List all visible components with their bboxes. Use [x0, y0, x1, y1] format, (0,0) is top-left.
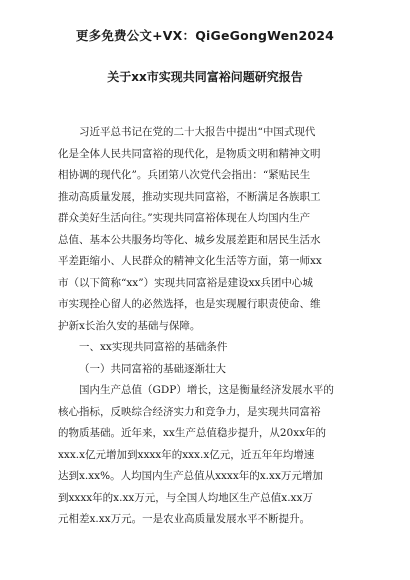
report-body — [58, 122, 354, 531]
paragraph-line: 平差距缩小、人民群众的精神文化生活等方面，第一师xx — [58, 255, 322, 267]
paragraph-line: 国内生产总值（GDP）增长，这是衡量经济发展水平的 — [79, 384, 334, 396]
subsection-heading: （一）共同富裕的基础逐渐壮大 — [79, 362, 226, 375]
paragraph-line: 相协调的现代化”。兵团第八次党代会指出：“紧贴民生 — [58, 169, 311, 181]
paragraph-line: 市实现拴心留人的必然选择，也是实现履行职责使命、维 — [58, 298, 321, 310]
paragraph-line: xxx.x亿元增加到xxxx年的xxx.x亿元，近五年年均增速 — [58, 448, 315, 461]
paragraph-line: 核心指标，反映综合经济实力和竞争力，是实现共同富裕 — [58, 405, 321, 418]
paragraph-line: 群众美好生活向往。”实现共同富裕体现在人均国内生产 — [58, 212, 311, 224]
section-heading: 一、xx实现共同富裕的基础条件 — [79, 341, 228, 353]
report-title: 关于xx市实现共同富裕问题研究报告 — [107, 70, 303, 84]
paragraph-line: 的物质基础。近年来，xx生产总值稳步提升，从20xx年的 — [58, 427, 327, 439]
paragraph-line: 化是全体人民共同富裕的现代化，是物质文明和精神文明 — [58, 147, 321, 160]
paragraph-line: 市（以下简称“xx”）实现共同富裕是建设xx兵团中心城 — [58, 276, 313, 289]
paragraph-line: 达到x.xx%。人均国内生产总值从xxxx年的x.xx万元增加 — [58, 470, 323, 482]
paragraph-line: 推动高质量发展，推动实现共同富裕，不断满足各族职工 — [58, 190, 321, 203]
paragraph-line: 习近平总书记在党的二十大报告中提出“中国式现代 — [79, 126, 316, 138]
paragraph-line: 元相差x.xx万元。一是农业高质量发展水平不断提升。 — [58, 513, 311, 525]
page-header: 更多免费公文+VX：QiGeGongWen2024 — [75, 28, 335, 43]
paragraph-line: 总值、基本公共服务均等化、城乡发展差距和居民生活水 — [58, 233, 321, 246]
paragraph-line: 到xxxx年的x.xx万元，与全国人均地区生产总值x.xx万 — [58, 491, 313, 504]
paragraph-line: 护新x长治久安的基础与保障。 — [58, 319, 201, 332]
